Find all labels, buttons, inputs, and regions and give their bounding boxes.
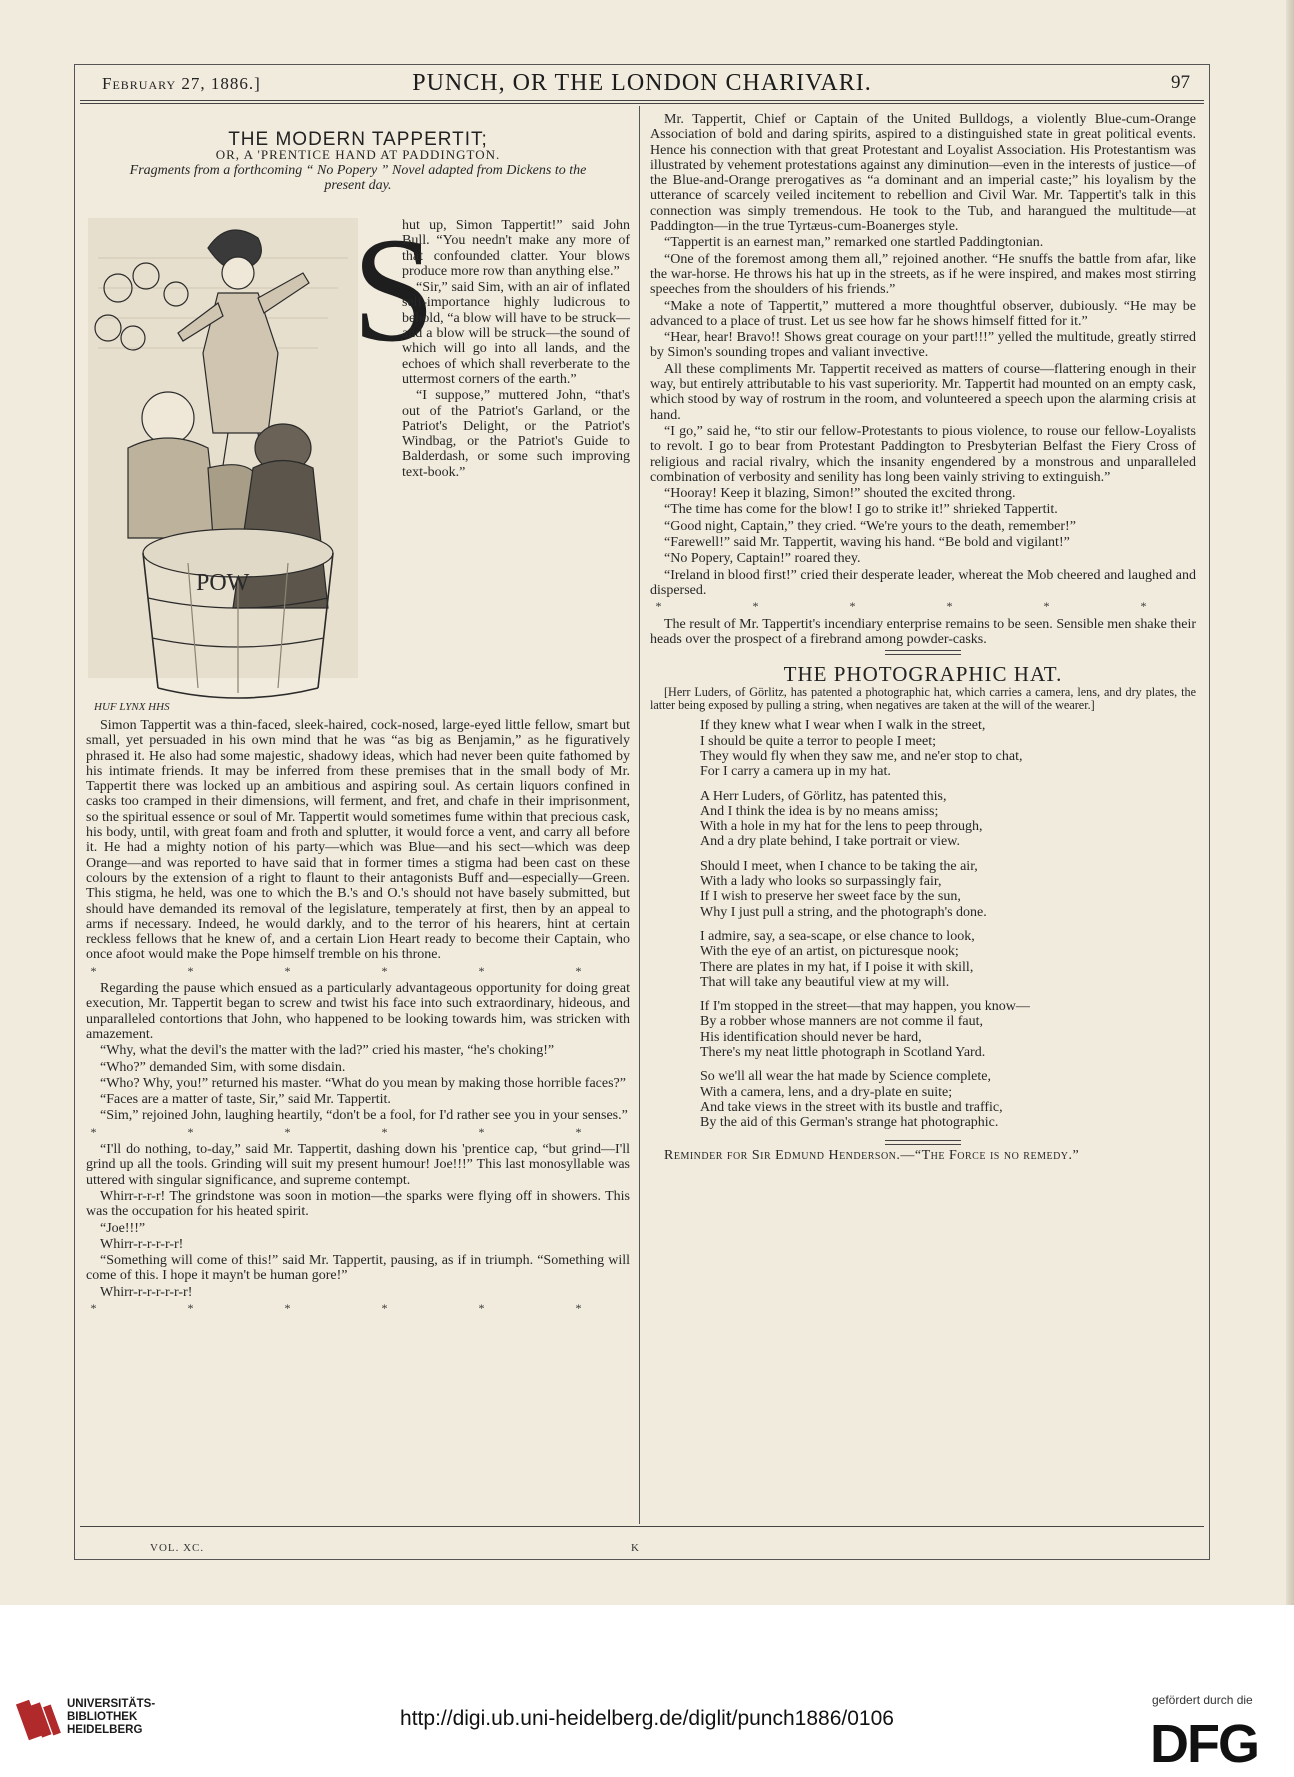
paragraph-contortions: Regarding the pause which ensued as a particularly advantageous opportunity for doing great execution, Mr. Tappertit began to screw and twist his face into such extraordinary, hideous, and unparalleled contortions that John, who happened to be looking towards him, was stricken with amazement. [86,981,630,1042]
reminder-paragraph: Reminder for Sir Edmund Henderson.—“The Force is no remedy.” [664,1147,1080,1163]
right-column [650,112,1196,1164]
header-rule [80,100,1204,101]
paragraph-grindstone: Whirr-r-r-r! The grindstone was soon in motion—the sparks were flying off in showers. This was the occupation for his heated spirit. [86,1188,630,1220]
poem-stanza [700,929,1196,990]
section-rule [885,654,961,655]
poem-stanza [700,1069,1196,1130]
paragraph-make-a-note: “Make a note of Tappertit,” muttered a more thoughtful observer, dubiously. “He may be advanced to a place of trust. Let us see how far he shows himself fitted for it.” [650,298,1196,329]
cartoon-illustration [88,218,358,714]
paragraph-hooray: “Hooray! Keep it blazing, Simon!” shouted the excited throng. [664,486,1016,502]
paragraph-no-popery: “No Popery, Captain!” roared they. [664,551,861,567]
poem-line: A Herr Luders, of Görlitz, has patented this, [700,788,947,804]
paragraph-taste: “Faces are a matter of taste, Sir,” said Mr. Tappertit. [100,1092,391,1108]
drop-cap-s [352,207,436,373]
permalink-url[interactable]: http://digi.ub.uni-heidelberg.de/diglit/punch1886/0106 [400,1707,894,1730]
article-title: THE MODERN TAPPERTIT; [228,129,488,150]
paragraph-whirr: Whirr-r-r-r-r-r! [100,1236,184,1252]
paragraph-strike: “The time has come for the blow! I go to strike it!” shrieked Tappertit. [664,502,1058,518]
poem-stanza [700,789,1196,850]
photographic-hat-note: [Herr Luders, of Görlitz, has patented a photographic hat, which carries a camera, lens, and dry plates, the latter being exposed by pulling a string, when negatives are taken at the will of the wearer.] [650,685,1196,713]
section-rule [885,1140,961,1141]
poem-line: For I carry a camera up in my hat. [700,764,891,780]
dfg-logo: DFG [1150,1714,1258,1774]
poem [650,718,1196,1130]
poem-line: By a robber whose manners are not comme il faut, [700,1014,984,1030]
paragraph-farewell: “Farewell!” said Mr. Tappertit, waving his hand. “Be bold and vigilant!” [664,535,1070,551]
paragraph-ireland: “Ireland in blood first!” cried their desperate leader, whereat the Mob cheered and laughed and dispersed. [650,567,1196,598]
paragraph-sim-reply: “Sir,” said Sim, with an air of inflated self-importance highly ludicrous to behold, “a blow will have to be struck—and a blow will be struck—the sound of which will go into all lands, and the echoes of which shall reverberate to the uttermost corners of the earth.” [402,280,630,387]
paragraph-whirr-final: Whirr-r-r-r-r-r-r! [100,1284,193,1300]
photographic-hat-title: THE PHOTOGRAPHIC HAT. [783,662,1063,687]
poem-line: If they knew what I wear when I walk in the street, [700,718,986,734]
poem-line: Should I meet, when I chance to be taking the air, [700,858,978,874]
poem-stanza [700,999,1196,1060]
poem-line: They would fly when they saw me, and ne'er stop to chat, [700,748,1023,764]
signature-mark: K [631,1542,639,1554]
poem-line: And take views in the street with its bustle and traffic, [700,1099,1003,1115]
poem-line: And a dry plate behind, I take portrait or view. [700,834,960,850]
left-column-body [86,718,630,1318]
article-byline: Fragments from a forthcoming “ No Popery ” Novel adapted from Dickens to the present day. [129,162,587,193]
masthead-title: PUNCH, OR THE LONDON CHARIVARI. [412,70,872,96]
poem-line: So we'll all wear the hat made by Science complete, [700,1069,991,1085]
poem-line: I should be quite a terror to people I meet; [700,733,936,749]
header-date: February 27, 1886.] [102,74,261,93]
poem-line: With a camera, lens, and a dry-plate en suite; [700,1084,953,1100]
paragraph-joe: “Joe!!!” [100,1220,146,1236]
paragraph-tappertit-description: Simon Tappertit was a thin-faced, sleek-haired, cock-nosed, large-eyed little fellow, smart but small, yet persuaded in his own mind that he was “as big as Benjamin,” as he figuratively phrased it. He also had some majestic, shadowy ideas, which had never been quite fathomed by his intimate friends. It may be inferred from these premises that in the small body of Mr. Tappertit there was locked up an ambitious and aspiring soul. As certain liquors confined in casks too cramped in their dimensions, will ferment, and fret, and chafe in their imprisonment, so the spiritual essence or soul of Mr. Tappertit would sometimes fume within that precious cask, his body, until, with great foam and froth and splutter, it would force a vent, and carry all before it. He had a mighty notion of his party—which was Blue—and his sect—which was deep Orange—and was reported to have said that in former times a stigma had been cast on these colours by the extension of a right to flaunt to their antagonists Buff and—especially—Green. This stigma, he held, was one to which the B.'s and O.'s should not have basely submitted, but should have demanded its removal of the legislature, temperately at first, then by an appeal to arms if necessary. Indeed, he would darkly, and to the terror of his hearers, hint at certain reckless fellows that he knew of, and a certain Lion Heart ready to become their Captain, who once afoot would make the Pope himself tremble on his throne. [86,718,630,963]
paragraph-john-mutter: “I suppose,” muttered John, “that's out of the Patriot's Garland, or the Patriot's Delight, or the Patriot's Windbag, or the Patriot's Guide to Balderdash, or some such improving text-book.” [402,388,630,480]
left-column-beside-illustration [402,218,630,481]
paragraph-good-night: “Good night, Captain,” they cried. “We're yours to the death, remember!” [664,518,1076,534]
article-subtitle: OR, A 'PRENTICE HAND AT PADDINGTON. [215,147,501,163]
paragraph-opening: hut up, Simon Tappertit!” said John Bull. “You needn't make any more of that confounded clatter. Your blows produce more row than anything else.” [402,218,630,279]
library-name-line: BIBLIOTHEK [67,1711,138,1723]
paragraph-result: The result of Mr. Tappertit's incendiary enterprise remains to be seen. Sensible men shake their heads over the prospect of a firebrand among powder-casks. [650,616,1196,647]
poem-line: That will take any beautiful view at my will. [700,974,950,990]
library-name-line: UNIVERSITÄTS- [67,1698,156,1710]
volume-number: VOL. XC. [150,1542,205,1554]
paragraph-horrible-faces: “Who? Why, you!” returned his master. “What do you mean by making those horrible faces?” [100,1075,626,1091]
poem-line: By the aid of this German's strange hat photographic. [700,1115,999,1131]
page-header [80,68,1204,98]
column-divider [639,106,640,1524]
section-stars: * * * * * * [90,963,626,978]
poem-line: With a lady who looks so surpassingly fair, [700,874,942,890]
paragraph-united-bulldogs: Mr. Tappertit, Chief or Captain of the United Bulldogs, a violently Blue-cum-Orange Association of bold and daring spirits, aspired to a distinguished state in great political events. Hence his connection with that great Protestant and Loyalist Association. His Protestantism was illustrated by vehement protestations against any diminution—even in the interests of justice—of the Blue-and-Orange prerogatives as “a dominant and an imperial caste;” his loyalism by the utterance of scarcely veiled incitement to rebellion and Civil War. Mr. Tappertit's talk in this connection was simply tremendous. He took to the Tub, and harangued the multitude—at Paddington—in the true Tyrtæus-cum-Boanerges style. [650,112,1196,235]
poem-line: If I'm stopped in the street—that may happen, you know— [700,999,1030,1015]
library-name-line: HEIDELBERG [67,1724,143,1736]
poem-line: There's my neat little photograph in Scotland Yard. [700,1045,986,1061]
page-number: 97 [1171,72,1190,93]
header-rule-double [80,103,1204,104]
funded-by-label: gefördert durch die [1152,1693,1253,1707]
poem-line: Why I just pull a string, and the photograph's done. [700,904,987,920]
paragraph-who: “Who?” demanded Sim, with some disdain. [100,1059,346,1075]
svg-text:S: S [352,207,436,373]
poem-line: I admire, say, a sea-scape, or else chance to look, [700,928,975,944]
poem-line: If I wish to preserve her sweet face by the sun, [700,889,961,905]
paragraph-choking: “Why, what the devil's the matter with the lad?” cried his master, “he's choking!” [100,1043,555,1059]
paragraph-human-gore: “Something will come of this!” said Mr. Tappertit, pausing, as if in triumph. “Something will come of this. I hope it mayn't be human gore!” [86,1253,630,1284]
artist-signature: HUF LYNX HHS [94,701,170,713]
section-rule [885,650,961,651]
paragraph-senses: “Sim,” rejoined John, laughing heartily, “don't be a fool, for I'd rather see you in your senses.” [100,1108,628,1124]
poem-stanza [700,718,1196,779]
page-edge [1286,0,1294,1605]
section-stars: * * * * * * [90,1124,626,1139]
poem-stanza [700,859,1196,920]
poem-line: With a hole in my hat for the lens to peep through, [700,819,983,835]
poem-line: There are plates in my hat, if I poise it with skill, [700,959,974,975]
poem-line: And I think the idea is by no means amiss; [700,803,939,819]
poem-line: With the eye of an artist, on picturesque nook; [700,944,959,960]
paragraph-earnest-man: “Tappertit is an earnest man,” remarked one startled Paddingtonian. [664,235,1044,251]
paragraph-grind: “I'll do nothing, to-day,” said Mr. Tappertit, dashing down his 'prentice cap, “but grind—I'll grind up all the tools. Grinding will suit my present humour! Joe!!!” This last monosyllable was uttered with singular significance, and supreme contempt. [86,1142,630,1188]
paragraph-i-go: “I go,” said he, “to stir our fellow-Protestants to pious violence, to rouse our fellow-Loyalists to revolt. I go to bear from Protestant Paddington to Presbyterian Belfast the Fiery Cross of religious and racial rivalry, which the insanity engendered by a monstrous and unparalleled combination of verbosity and senility has long been vainly striving to extinguish.” [650,423,1196,485]
left-column-top [86,129,630,193]
cask-label: POW [196,570,250,596]
poem-line: His identification should never be hard, [700,1029,922,1045]
section-stars: * * * * * * [655,599,1191,614]
paragraph-compliments: All these compliments Mr. Tappertit received as matters of course—flattering enough in their way, but entirely attributable to his vast superiority. Mr. Tappertit had mounted on an empty cask, which stood by way of rostrum in the room, and volunteered a speech upon the alarming crisis at hand. [650,361,1196,423]
section-stars: * * * * * * [90,1300,626,1315]
section-rule [885,1144,961,1145]
footer-rule [80,1526,1204,1527]
library-banner [0,1605,1294,1777]
paragraph-foremost: “One of the foremost among them all,” rejoined another. “He snuffs the battle from afar, like the war-horse. He throws his hat up in the streets, as if he were inspired, and makes most stirring speeches from the shoulders of his friends.” [650,251,1196,298]
paragraph-hear-hear: “Hear, hear! Bravo!! Shows great courage on your part!!!” yelled the multitude, greatly stirred by Simon's sounding tropes and valiant invective. [650,330,1196,361]
